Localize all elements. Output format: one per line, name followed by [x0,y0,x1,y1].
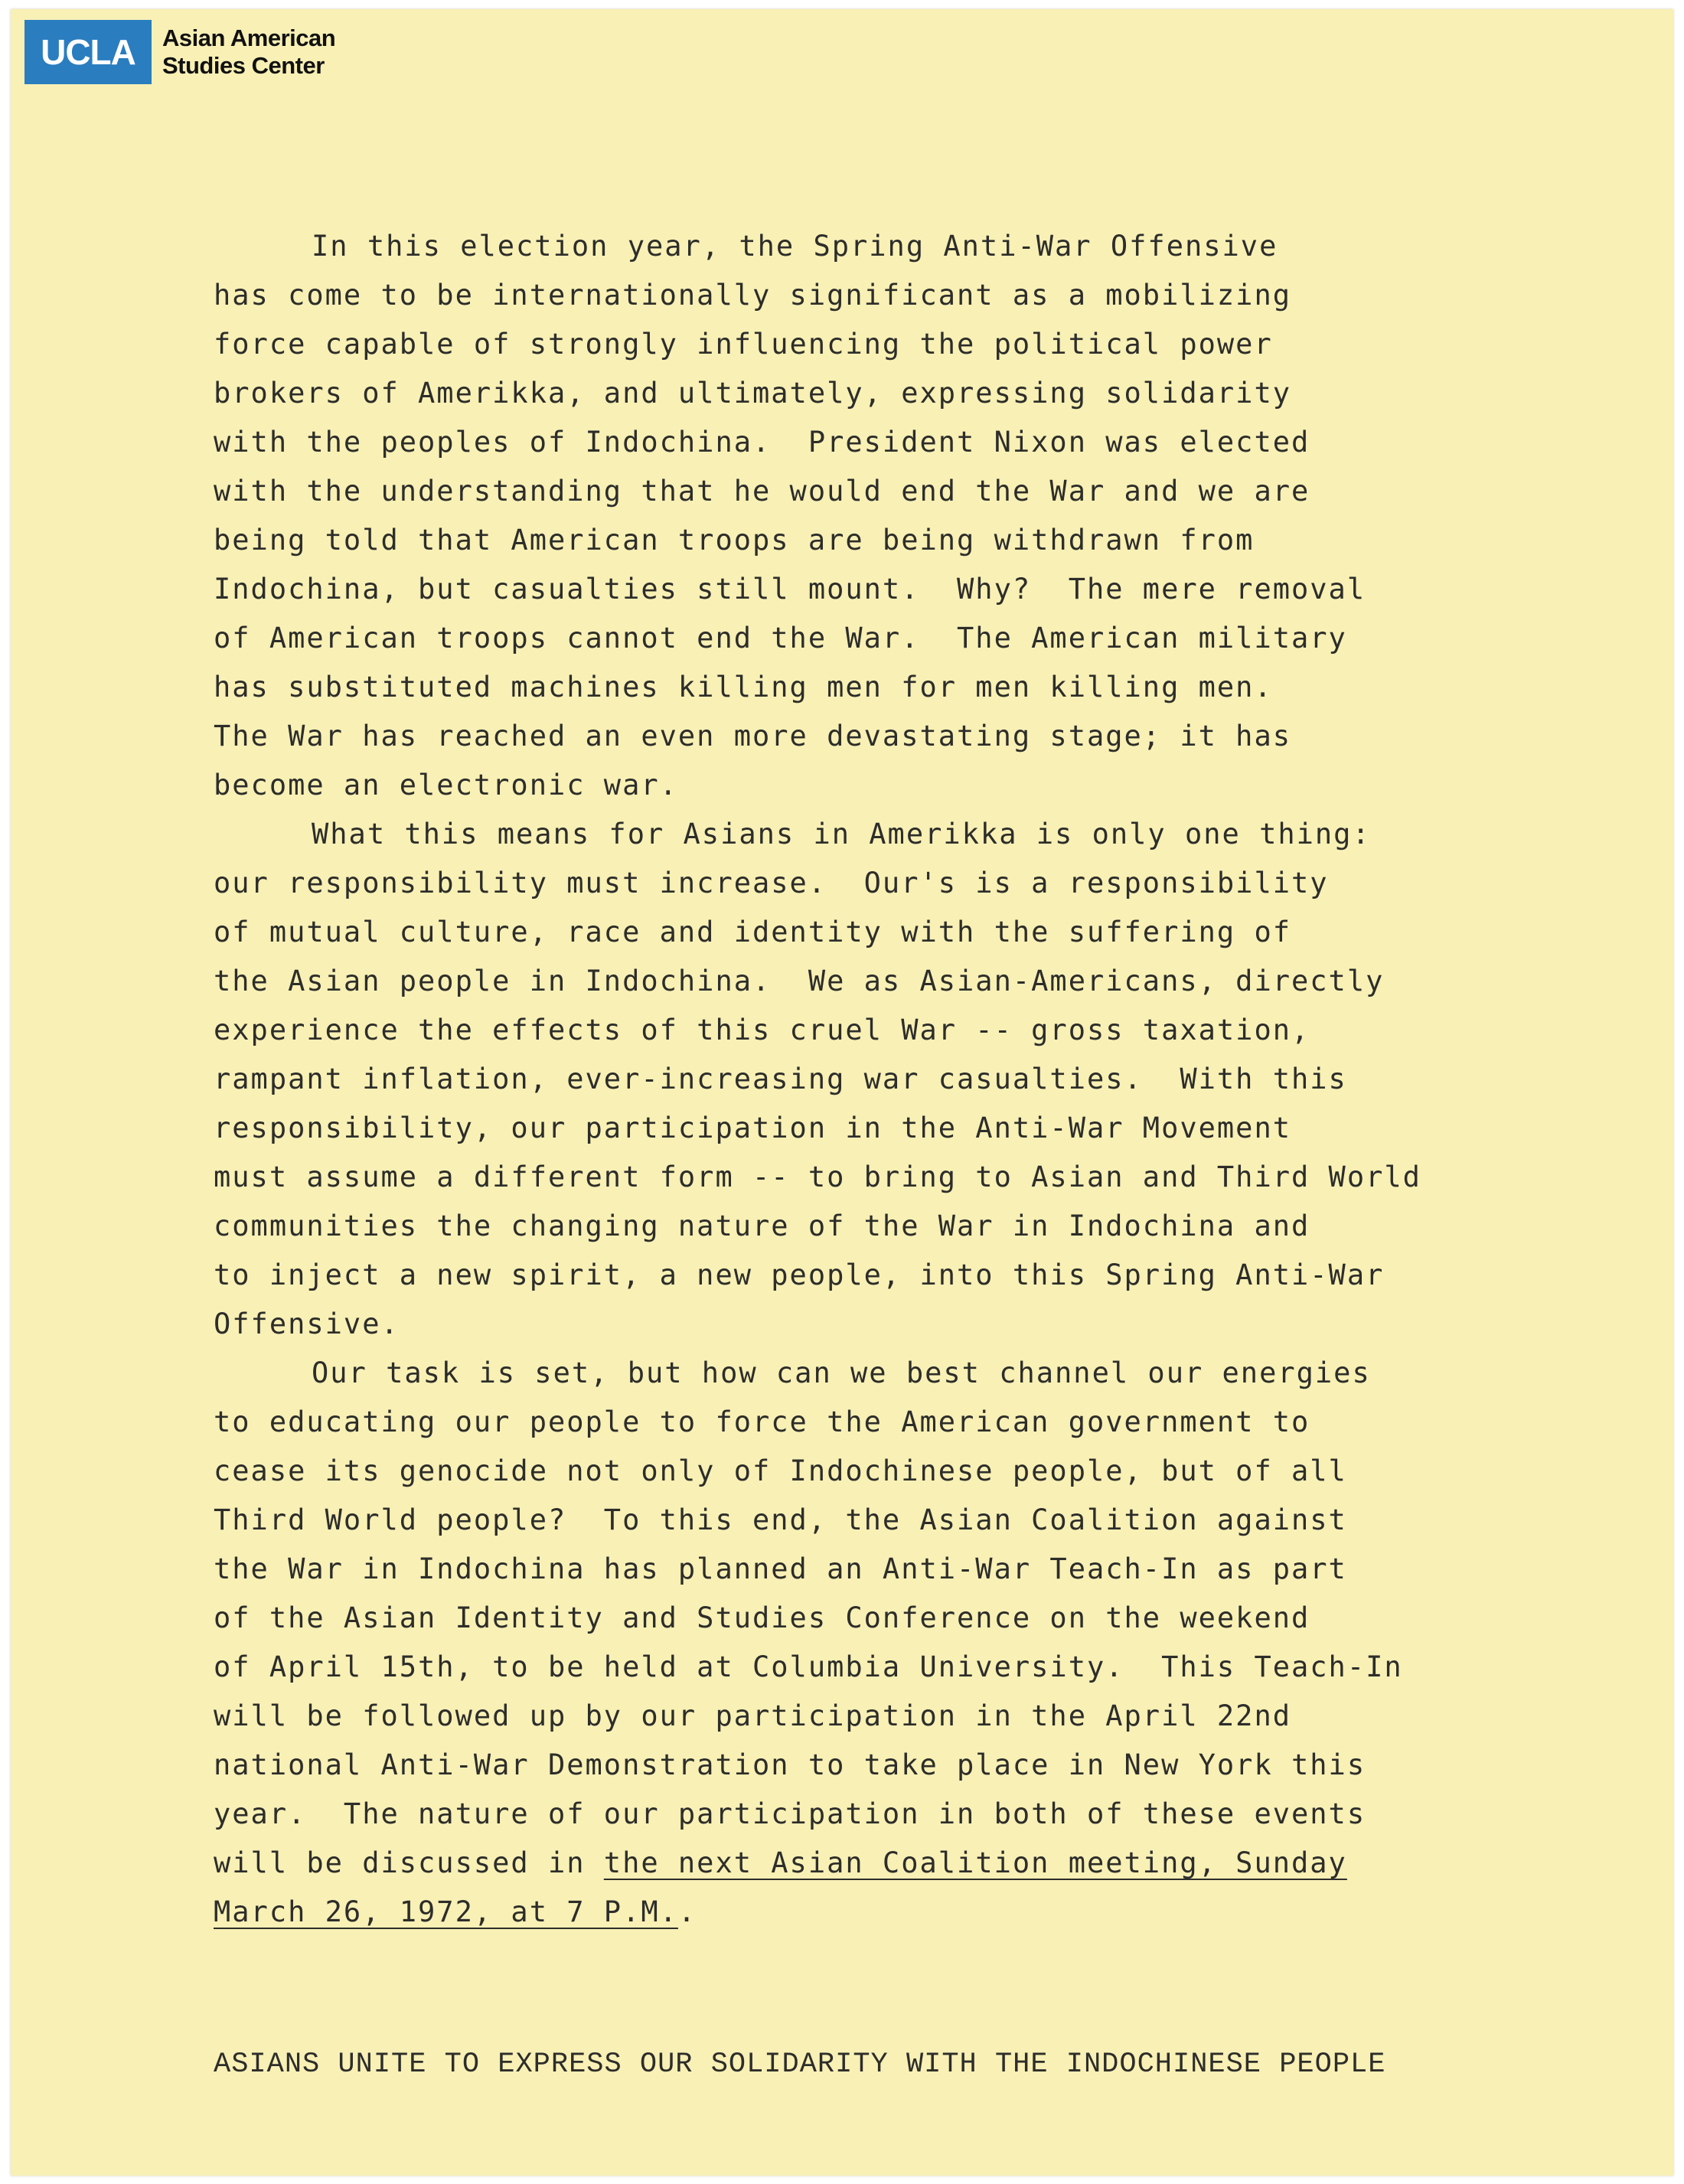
text-line: experience the effects of this cruel War -- gross taxation, [214,1014,1310,1046]
text-line: Our task is set, but how can we best channel our energies [312,1356,1371,1389]
text-line: will be followed up by our participation in the April 22nd [214,1699,1292,1732]
text-line: Offensive. [214,1307,400,1340]
text-line: responsibility, our participation in the Anti-War Movement [214,1112,1292,1144]
meeting-details-underlined: the next Asian Coalition meeting, Sunday [603,1846,1347,1879]
text-line: brokers of Amerikka, and ultimately, expressing solidarity [214,377,1292,410]
text-line: of mutual culture, race and identity with the suffering of [214,916,1292,948]
text-line: What this means for Asians in Amerikka is only one thing: [312,818,1371,850]
text-line: our responsibility must increase. Our's is a responsibility [214,867,1329,899]
text-line: Third World people? To this end, the Asian Coalition against [214,1503,1347,1536]
text-line: The War has reached an even more devastating stage; it has [214,720,1292,752]
meeting-lead-text: will be discussed in [214,1846,604,1879]
text-line: force capable of strongly influencing the political power [214,328,1273,361]
document-body [214,222,1530,1937]
paragraph-3 [214,1349,1530,1937]
text-line: has come to be internationally significant as a mobilizing [214,279,1292,312]
text-line: to inject a new spirit, a new people, into this Spring Anti-War [214,1258,1385,1291]
text-line: Indochina, but casualties still mount. Why? The mere removal [214,573,1366,606]
text-line: communities the changing nature of the War in Indochina and [214,1210,1310,1242]
meeting-tail-text: . [677,1895,697,1928]
text-line: of April 15th, to be held at Columbia University. This Teach-In [214,1650,1403,1683]
text-line: has substituted machines killing men for men killing men. [214,671,1273,704]
text-line: of American troops cannot end the War. The American military [214,622,1347,655]
text-line: the War in Indochina has planned an Anti-War Teach-In as part [214,1552,1347,1585]
text-line: being told that American troops are being withdrawn from [214,524,1255,557]
text-line: the Asian people in Indochina. We as Asian-Americans, directly [214,965,1385,997]
meeting-line-1 [214,1839,1530,1888]
logo-mark: UCLA [24,20,152,84]
ucla-aasc-logo [24,20,335,84]
document-page [11,9,1673,2176]
text-line: with the understanding that he would end the War and we are [214,475,1310,508]
text-line: year. The nature of our participation in both of these events [214,1797,1366,1830]
text-line: rampant inflation, ever-increasing war casualties. With this [214,1063,1347,1095]
text-line: In this election year, the Spring Anti-War Offensive [312,230,1278,263]
text-line: must assume a different form -- to bring to Asian and Third World [214,1161,1421,1193]
solidarity-slogan: ASIANS UNITE TO EXPRESS OUR SOLIDARITY WITH THE INDOCHINESE PEOPLE [214,2049,1386,2081]
text-line: with the peoples of Indochina. President Nixon was elected [214,426,1310,459]
logo-line-2: Studies Center [162,52,325,79]
meeting-line-2 [214,1888,1530,1937]
text-line: become an electronic war. [214,769,678,801]
text-line: to educating our people to force the American government to [214,1405,1310,1438]
logo-wordmark [162,20,335,84]
text-line: national Anti-War Demonstration to take place in New York this [214,1748,1366,1781]
paragraph-1 [214,222,1530,810]
meeting-date-underlined: March 26, 1972, at 7 P.M. [214,1895,678,1928]
logo-line-1: Asian American [162,24,336,51]
text-line: of the Asian Identity and Studies Conference on the weekend [214,1601,1310,1634]
paragraph-2 [214,810,1530,1349]
text-line: cease its genocide not only of Indochinese people, but of all [214,1454,1347,1487]
